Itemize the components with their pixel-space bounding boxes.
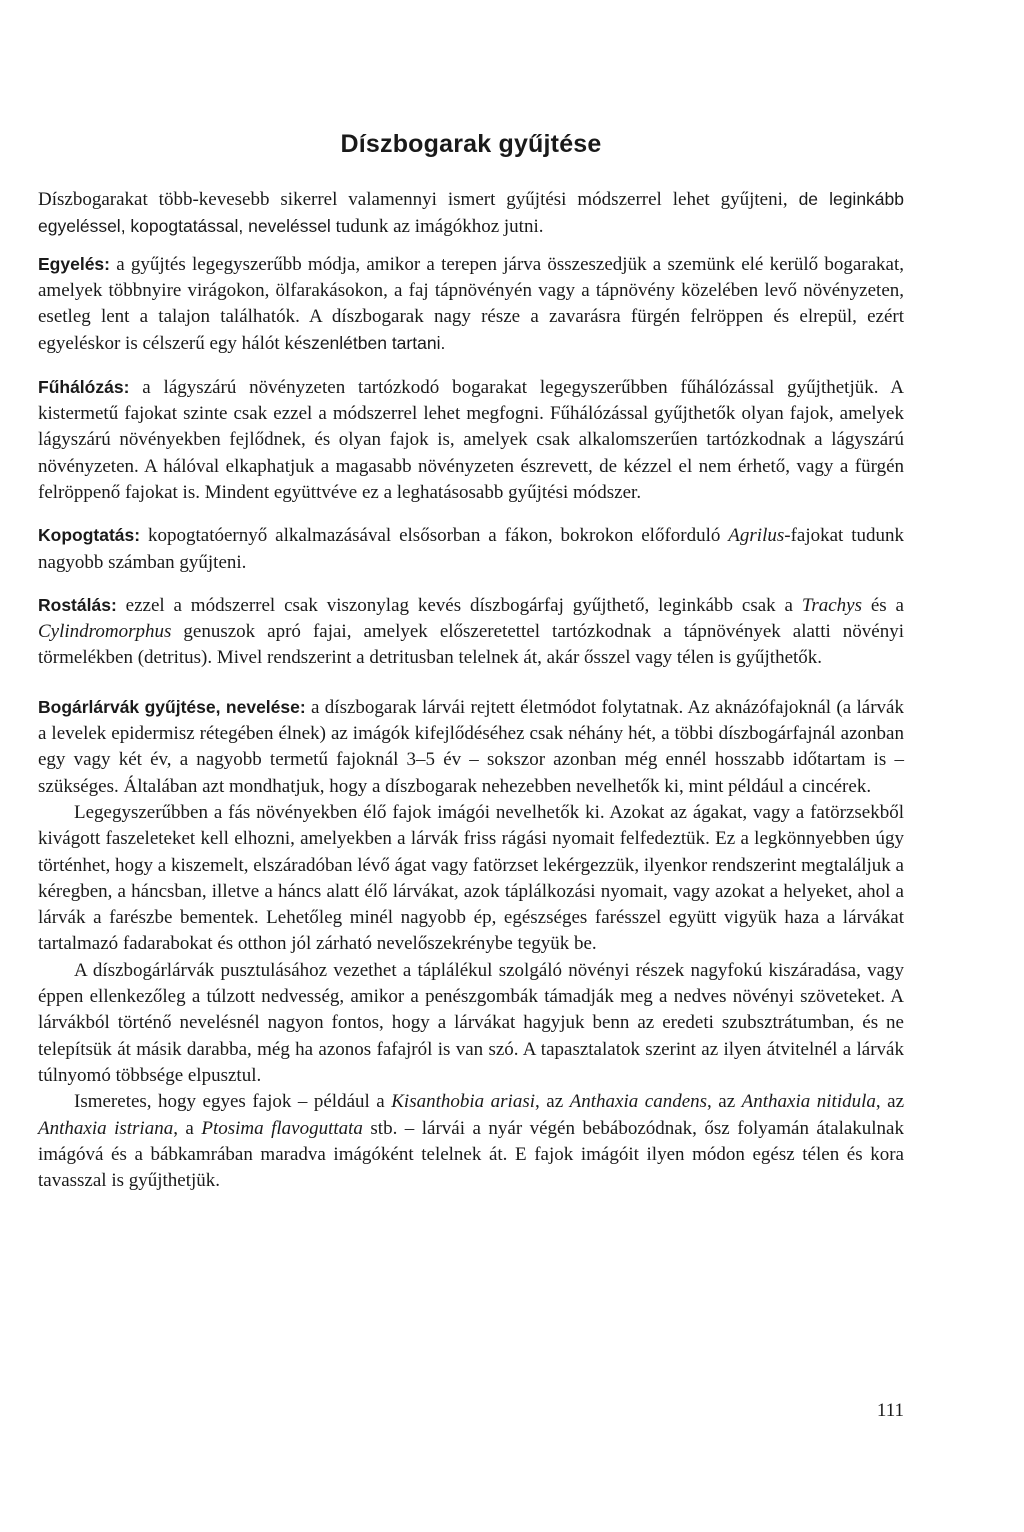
fuhalozas-paragraph: [38, 374, 904, 506]
kopogtatas-label: Kopogtatás:: [38, 525, 141, 546]
kopogtatas-text-2: -fajokat tudunk nagyobb számban gyűjteni.: [38, 525, 905, 573]
rostalas-genus-2: Cylindromorphus: [38, 621, 172, 643]
kopogtatas-genus: Agrilus: [728, 525, 785, 547]
page-number: 111: [876, 1400, 904, 1421]
fuhalozas-label: Fűhálózás:: [38, 376, 130, 397]
kopogtatas-text-1: kopogtatóernyő alkalmazásával elsősorban a fákon, bokrokon előforduló: [140, 525, 729, 547]
egyeles-label: Egyelés:: [38, 253, 110, 274]
rostalas-text-2: és a: [862, 594, 904, 616]
intro-paragraph: [38, 186, 904, 241]
rostalas-label: Rostálás:: [38, 594, 117, 615]
document-page: [38, 0, 904, 1532]
egyeles-text-end: szenlétben tartani.: [302, 333, 446, 354]
rostalas-text-3: genuszok apró fajai, amelyek előszeretettel tartózkodnak a tápnövények alatti növényi törmelékben (detritus). Mivel rendszerint a detritusban telelnek át, akár ősszel vagy télen is gyűjthetők.: [38, 621, 904, 669]
p4-text-f: stb. – lárvái a nyár végén bebábozódnak, ősz folyamán átalakulnak imágóvá és a bábkamrában maradva imágóként telelnek át. E fajok imágóit ilyen módon egész télen és kora tavasszal is gyűjthetjük.: [38, 1117, 904, 1192]
p4-text-d: , az: [875, 1091, 905, 1113]
intro-text-3: tudunk az imágókhoz jutni.: [330, 216, 544, 238]
p4-text-a: Ismeretes, hogy egyes fajok – például a: [74, 1091, 392, 1113]
species-3: Anthaxia nitidula: [741, 1091, 876, 1113]
rostalas-paragraph: [38, 592, 904, 672]
kopogtatas-paragraph: [38, 522, 904, 576]
intro-text-1: Díszbogarakat több-kevesebb sikerrel valamennyi ismert gyűjtési módszerrel lehet gyűjteni,: [38, 189, 799, 210]
species-4: Anthaxia istriana: [38, 1117, 174, 1139]
larvak-label: Bogárlárvák gyűjtése, nevelése:: [38, 696, 306, 717]
larvak-paragraph: [38, 694, 904, 800]
larvak-paragraph-3: A díszbogárlárvák pusztulásához vezethet a táplálékul szolgáló növényi részek nagyfokú kiszáradása, vagy éppen ellenkezőleg a túlzott nedvesség, amikor a penészgombák támadják meg a nedves növényi szöveteket. A lárvákból történő nevelésnél nagyon fontos, hogy a lárvákat hagyjuk benn az eredeti szubsztrátumban, és ne telepítsük át másik darabba, még ha azonos fafajról is van szó. A tapasztalatok szerint az ilyen átvitelnél a lárvák túlnyomó többsége elpusztul.: [38, 959, 904, 1086]
fuhalozas-text: a lágyszárú növényzeten tartózkodó bogarakat legegyszerűbben fűhálózással gyűjthetjük. A kistermetű fajokat szinte csak ezzel a módszerrel lehet megfogni. Fűhálózással gyűjthetők olyan fajok, amelyek lágyszárú növényekben fejlődnek, és olyan fajok is, amelyek csak alkalomszerűen tartózkodnak a lágyszárú növényzeten. A hálóval elkaphatjuk a magasabb növényzeten észrevett, de kézzel el nem érhető, vagy a fürgén felröppenő fajokat is. Mindent együttvéve ez a leghatásosabb gyűjtési módszer.: [38, 376, 904, 503]
rostalas-genus-1: Trachys: [801, 594, 863, 616]
p4-text-e: , a: [173, 1117, 202, 1139]
p4-text-b: , az: [535, 1091, 570, 1113]
species-2: Anthaxia candens: [569, 1091, 708, 1113]
body-text: [38, 186, 904, 1194]
rostalas-text-1: ezzel a módszerrel csak viszonylag kevés díszbogárfaj gyűjthető, leginkább csak a: [116, 594, 802, 616]
species-5: Ptosima flavoguttata: [201, 1117, 363, 1139]
larvak-paragraph-4: [38, 1089, 904, 1194]
larvak-text: a díszbogarak lárvái rejtett életmódot folytatnak. Az aknázófajoknál (a lárvák a levelek epidermisz rétegében élnek) az imágók kifejlődéséhez csak néhány hét, a többi díszbogárfajnál azonban egy vagy két év, a nagyobb termetű fajoknál 3–5 év – sokszor azonban még ennél hosszabb időtartam is – szükséges. Általában azt mondhatjuk, hogy a díszbogarak nehezebben nevelhetők ki, mint például a cincérek.: [38, 696, 904, 797]
egyeles-paragraph: [38, 251, 904, 358]
species-1: Kisanthobia ariasi: [391, 1091, 536, 1113]
page-title: Díszbogarak gyűjtése: [340, 130, 602, 158]
intro-text-2: de leginkább egyeléssel, kopogtatással, neveléssel: [38, 189, 904, 237]
p4-text-c: , az: [707, 1091, 742, 1113]
larvak-paragraph-2: Legegyszerűbben a fás növényekben élő fajok imágói nevelhetők ki. Azokat az ágakat, vagy a fatörzsekből kivágott faszeleteket kell elhozni, amelyekben a lárvák friss rágási nyomait felfedeztük. Ez a legkönnyebben úgy történhet, hogy a kiszemelt, elszáradóban lévő ágat vagy fatörzset lekérgezzük, ilyenkor rendszerint megtaláljuk a kéregben, a háncsban, illetve a háncs alatt élő lárvákat, azok táplálkozási nyomait, vagy azokat a helyeket, ahol a lárvák a farészbe bementek. Lehetőleg minél nagyobb ép, egészséges farésszel együtt vigyük haza a lárvákat tartalmazó fadarabokat és otthon jól zárható nevelőszekrénybe tegyük be.: [38, 801, 904, 955]
egyeles-text: a gyűjtés legegyszerűbb módja, amikor a terepen járva összeszedjük a szemünk elé kerülő bogarakat, amelyek többnyire virágokon, ölfarakásokon, a faj tápnövényén vagy a tápnövény közelében levő növényzeten, esetleg lent a talajon találhatók. A díszbogarak nagy része a zavarásra fürgén felröppen és elrepül, ezért egyeléskor is célszerű egy hálót ké: [38, 253, 904, 355]
